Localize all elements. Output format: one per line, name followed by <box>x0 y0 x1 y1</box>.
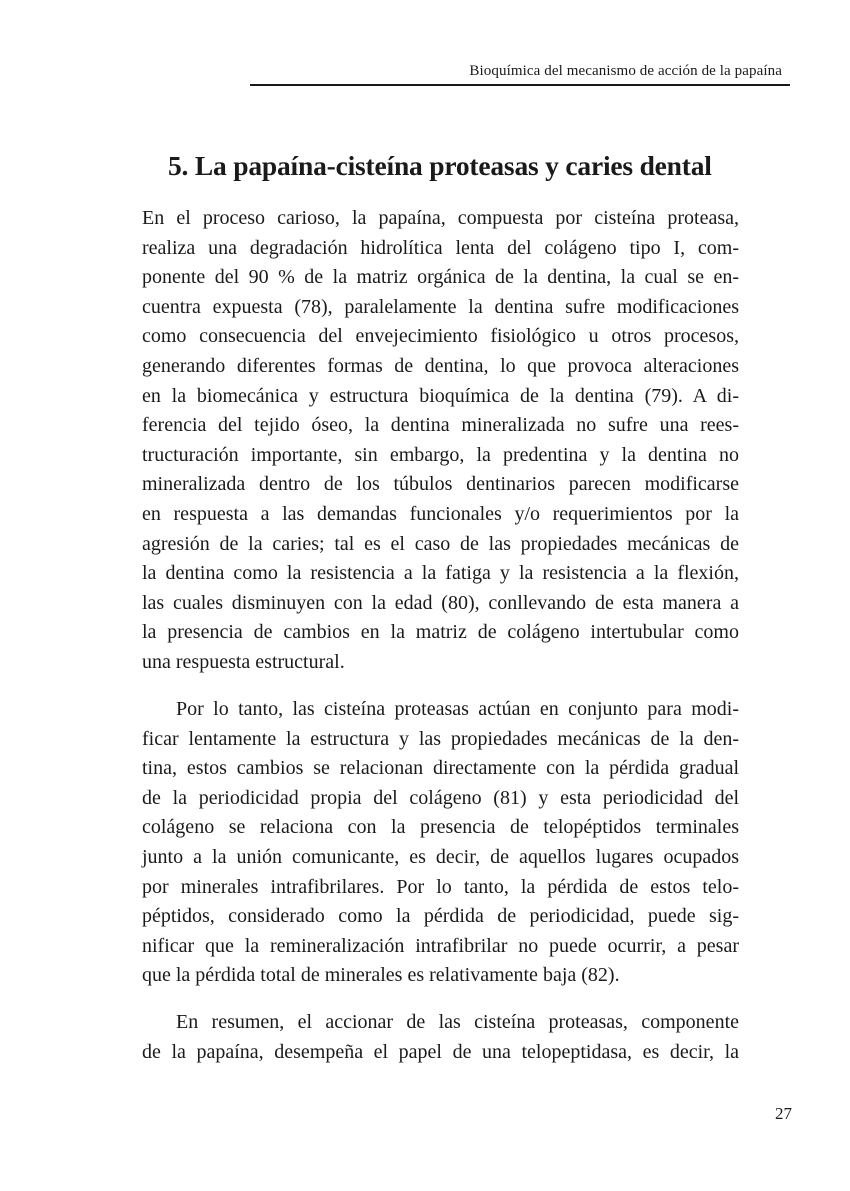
text-line: la dentina como la resistencia a la fatiga y la resistencia a la flexión, <box>142 562 739 585</box>
text-line: Por lo tanto, las cisteína proteasas actúan en conjunto para modi- <box>176 698 739 720</box>
text-line: cuentra expuesta (78), paralelamente la dentina sufre modificaciones <box>142 295 739 318</box>
paragraph-1 <box>142 204 739 678</box>
text-line: como consecuencia del envejecimiento fisiológico u otros procesos, <box>142 325 739 348</box>
running-header-title: Bioquímica del mecanismo de acción de la papaína <box>469 63 782 79</box>
text-line: junto a la unión comunicante, es decir, de aquellos lugares ocupados <box>142 845 739 868</box>
text-line: En el proceso carioso, la papaína, compuesta por cisteína proteasa, <box>142 207 739 229</box>
text-line: péptidos, considerado como la pérdida de periodicidad, puede sig- <box>142 905 739 928</box>
text-line: ferencia del tejido óseo, la dentina mineralizada no sufre una rees- <box>142 414 739 437</box>
text-line: ficar lentamente la estructura y las propiedades mecánicas de la den- <box>142 727 739 750</box>
text-line: de la periodicidad propia del colágeno (81) y esta periodicidad del <box>142 786 739 809</box>
text-line: agresión de la caries; tal es el caso de las propiedades mecánicas de <box>142 532 739 555</box>
text-line: tructuración importante, sin embargo, la predentina y la dentina no <box>142 443 739 466</box>
text-line: la presencia de cambios en la matriz de colágeno intertubular como <box>142 621 739 644</box>
text-line: por minerales intrafibrilares. Por lo tanto, la pérdida de estos telo- <box>142 875 739 898</box>
paragraph-3 <box>142 1008 739 1067</box>
page-number: 27 <box>775 1104 792 1123</box>
text-line: tina, estos cambios se relacionan directamente con la pérdida gradual <box>142 757 739 780</box>
text-line: las cuales disminuyen con la edad (80), conllevando de esta manera a <box>142 591 739 614</box>
text-line: una respuesta estructural. <box>142 650 345 673</box>
text-line: de la papaína, desempeña el papel de una telopeptidasa, es decir, la <box>142 1040 739 1063</box>
text-line: en la biomecánica y estructura bioquímica de la dentina (79). A di- <box>142 384 739 407</box>
section-title: 5. La papaína-cisteína proteasas y caries dental <box>168 150 712 181</box>
running-header <box>250 58 790 86</box>
text-line: mineralizada dentro de los túbulos dentinarios parecen modificarse <box>142 473 739 496</box>
text-line: realiza una degradación hidrolítica lenta del colágeno tipo I, com- <box>142 236 739 259</box>
text-line: En resumen, el accionar de las cisteína proteasas, componente <box>176 1011 739 1033</box>
text-line: ponente del 90 % de la matriz orgánica de la dentina, la cual se en- <box>142 266 739 289</box>
text-line: generando diferentes formas de dentina, lo que provoca alteraciones <box>142 354 739 377</box>
paragraph-2 <box>142 695 739 991</box>
text-line: nificar que la remineralización intrafibrilar no puede ocurrir, a pesar <box>142 934 739 957</box>
text-line: en respuesta a las demandas funcionales y/o requerimientos por la <box>142 502 739 525</box>
text-line: colágeno se relaciona con la presencia de telopéptidos terminales <box>142 816 739 839</box>
text-line: que la pérdida total de minerales es relativamente baja (82). <box>142 964 620 987</box>
